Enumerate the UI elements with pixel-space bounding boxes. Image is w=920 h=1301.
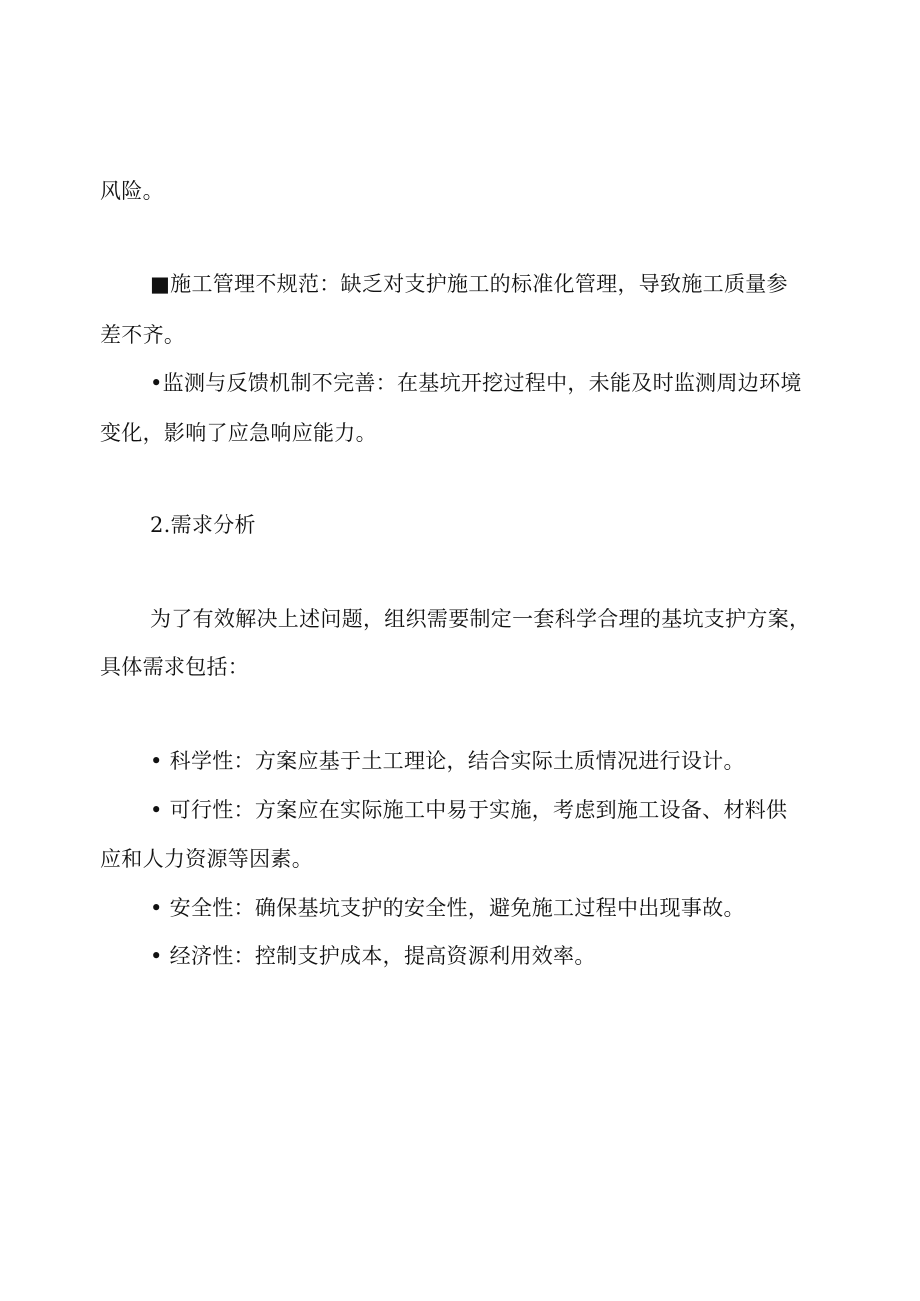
bullet-feasibility: • 可行性：方案应在实际施工中易于实施，考虑到施工设备、材料供 — [150, 798, 788, 822]
text-line-management: ■施工管理不规范：缺乏对支护施工的标准化管理，导致施工质量参 — [150, 272, 788, 296]
bullet-feasibility-cont: 应和人力资源等因素。 — [100, 847, 313, 871]
bullet-economy: • 经济性：控制支护成本，提高资源利用效率。 — [150, 944, 596, 968]
section-heading: 2.需求分析 — [150, 513, 256, 537]
paragraph-intro-cont: 具体需求包括： — [100, 655, 250, 679]
text-line-management-cont: 差不齐。 — [100, 323, 186, 347]
text-line-monitoring-cont: 变化，影响了应急响应能力。 — [100, 421, 377, 445]
text-line-monitoring: •监测与反馈机制不完善：在基坑开挖过程中，未能及时监测周边环境 — [150, 371, 802, 395]
paragraph-intro: 为了有效解决上述问题，组织需要制定一套科学合理的基坑支护方案， — [150, 607, 811, 631]
text-line-risk-end: 风险。 — [100, 179, 164, 203]
bullet-safety: • 安全性：确保基坑支护的安全性，避免施工过程中出现事故。 — [150, 896, 745, 920]
bullet-scientific: • 科学性：方案应基于土工理论，结合实际土质情况进行设计。 — [150, 749, 745, 773]
